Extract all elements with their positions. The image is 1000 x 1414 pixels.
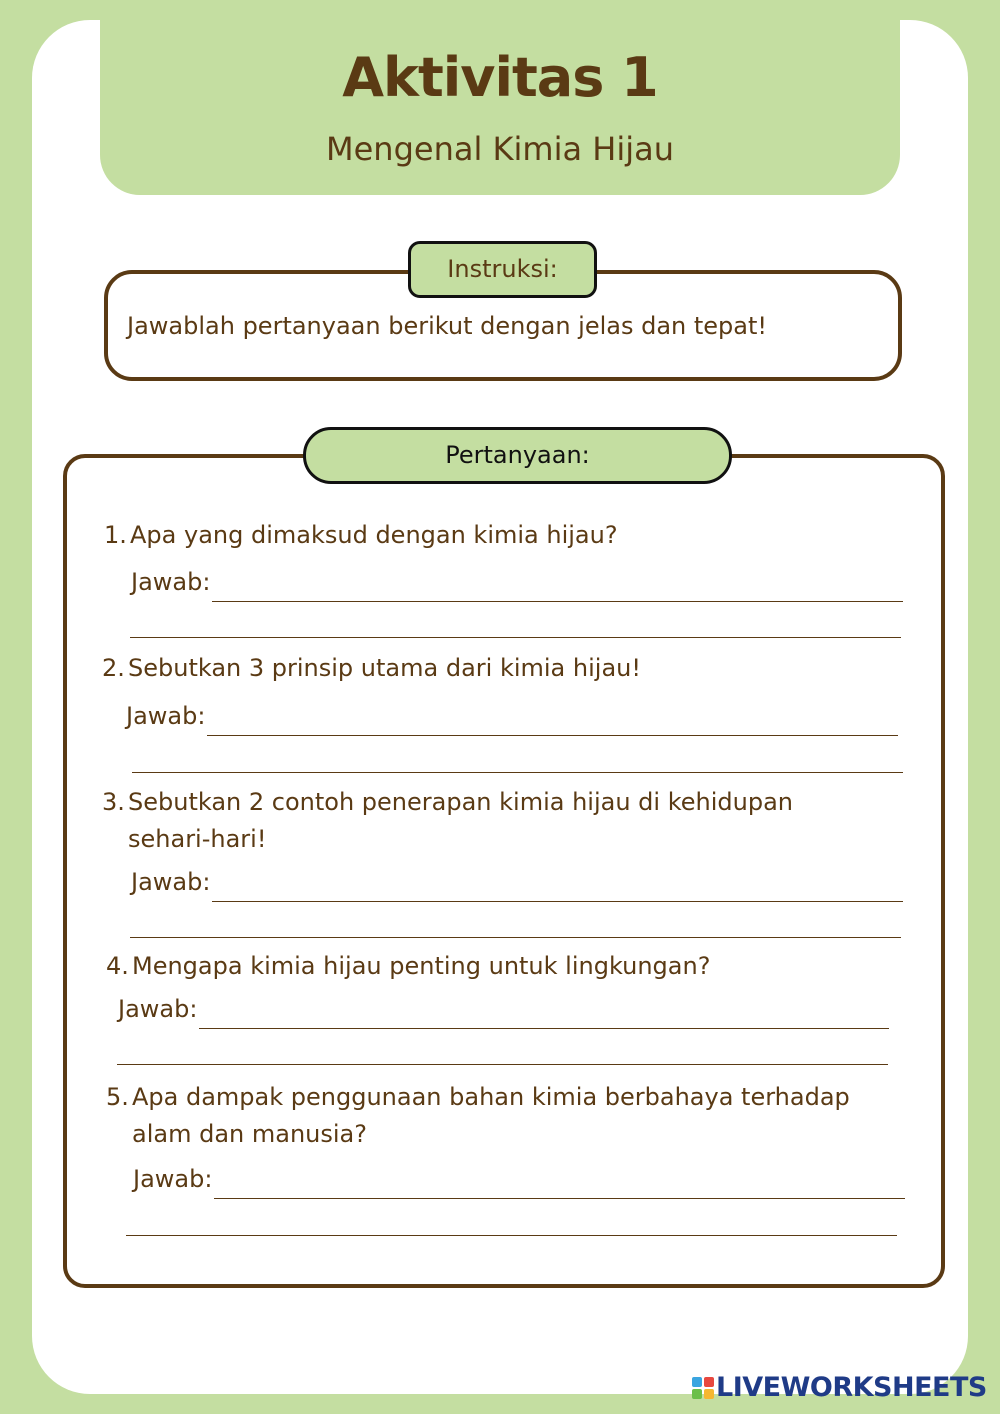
answer-line-2a[interactable]: [207, 735, 898, 736]
answer-line-3a[interactable]: [212, 901, 903, 902]
answer-label-1: Jawab:: [131, 568, 211, 596]
question-text: Apa dampak penggunaan bahan kimia berbahaya terhadap: [132, 1083, 850, 1111]
page-title: Aktivitas 1: [342, 46, 658, 109]
answer-line-5a[interactable]: [214, 1198, 905, 1199]
answer-label-5: Jawab:: [133, 1165, 213, 1193]
question-number: 5.: [106, 1083, 129, 1111]
answer-line-2b[interactable]: [132, 772, 903, 773]
question-text-continued: sehari-hari!: [128, 825, 267, 853]
question-2: [102, 650, 641, 687]
page-subtitle: Mengenal Kimia Hijau: [326, 130, 674, 168]
question-number: 4.: [106, 952, 129, 980]
question-3: [102, 784, 793, 858]
answer-line-1a[interactable]: [212, 601, 903, 602]
questions-label: Pertanyaan:: [303, 427, 732, 484]
question-number: 2.: [102, 654, 125, 682]
answer-line-4a[interactable]: [199, 1028, 889, 1029]
answer-label-3: Jawab:: [131, 868, 211, 896]
question-text: Mengapa kimia hijau penting untuk lingkungan?: [132, 952, 711, 980]
question-text: Sebutkan 2 contoh penerapan kimia hijau di kehidupan: [128, 788, 793, 816]
question-number: 3.: [102, 788, 125, 816]
logo-text: LIVEWORKSHEETS: [716, 1372, 987, 1403]
answer-line-3b[interactable]: [130, 937, 901, 938]
instructions-label: Instruksi:: [408, 241, 597, 298]
answer-line-4b[interactable]: [117, 1064, 888, 1065]
question-5: [106, 1079, 850, 1153]
question-4: [106, 948, 710, 985]
question-text: Apa yang dimaksud dengan kimia hijau?: [130, 521, 618, 549]
answer-label-4: Jawab:: [118, 995, 198, 1023]
instructions-text: Jawablah pertanyaan berikut dengan jelas dan tepat!: [127, 312, 768, 340]
answer-label-2: Jawab:: [126, 702, 206, 730]
question-1: [104, 517, 618, 554]
logo-grid-icon: [692, 1377, 714, 1399]
question-text: Sebutkan 3 prinsip utama dari kimia hijau!: [128, 654, 641, 682]
question-text-continued: alam dan manusia?: [132, 1120, 367, 1148]
question-number: 1.: [104, 521, 127, 549]
answer-line-5b[interactable]: [126, 1235, 897, 1236]
answer-line-1b[interactable]: [130, 637, 901, 638]
